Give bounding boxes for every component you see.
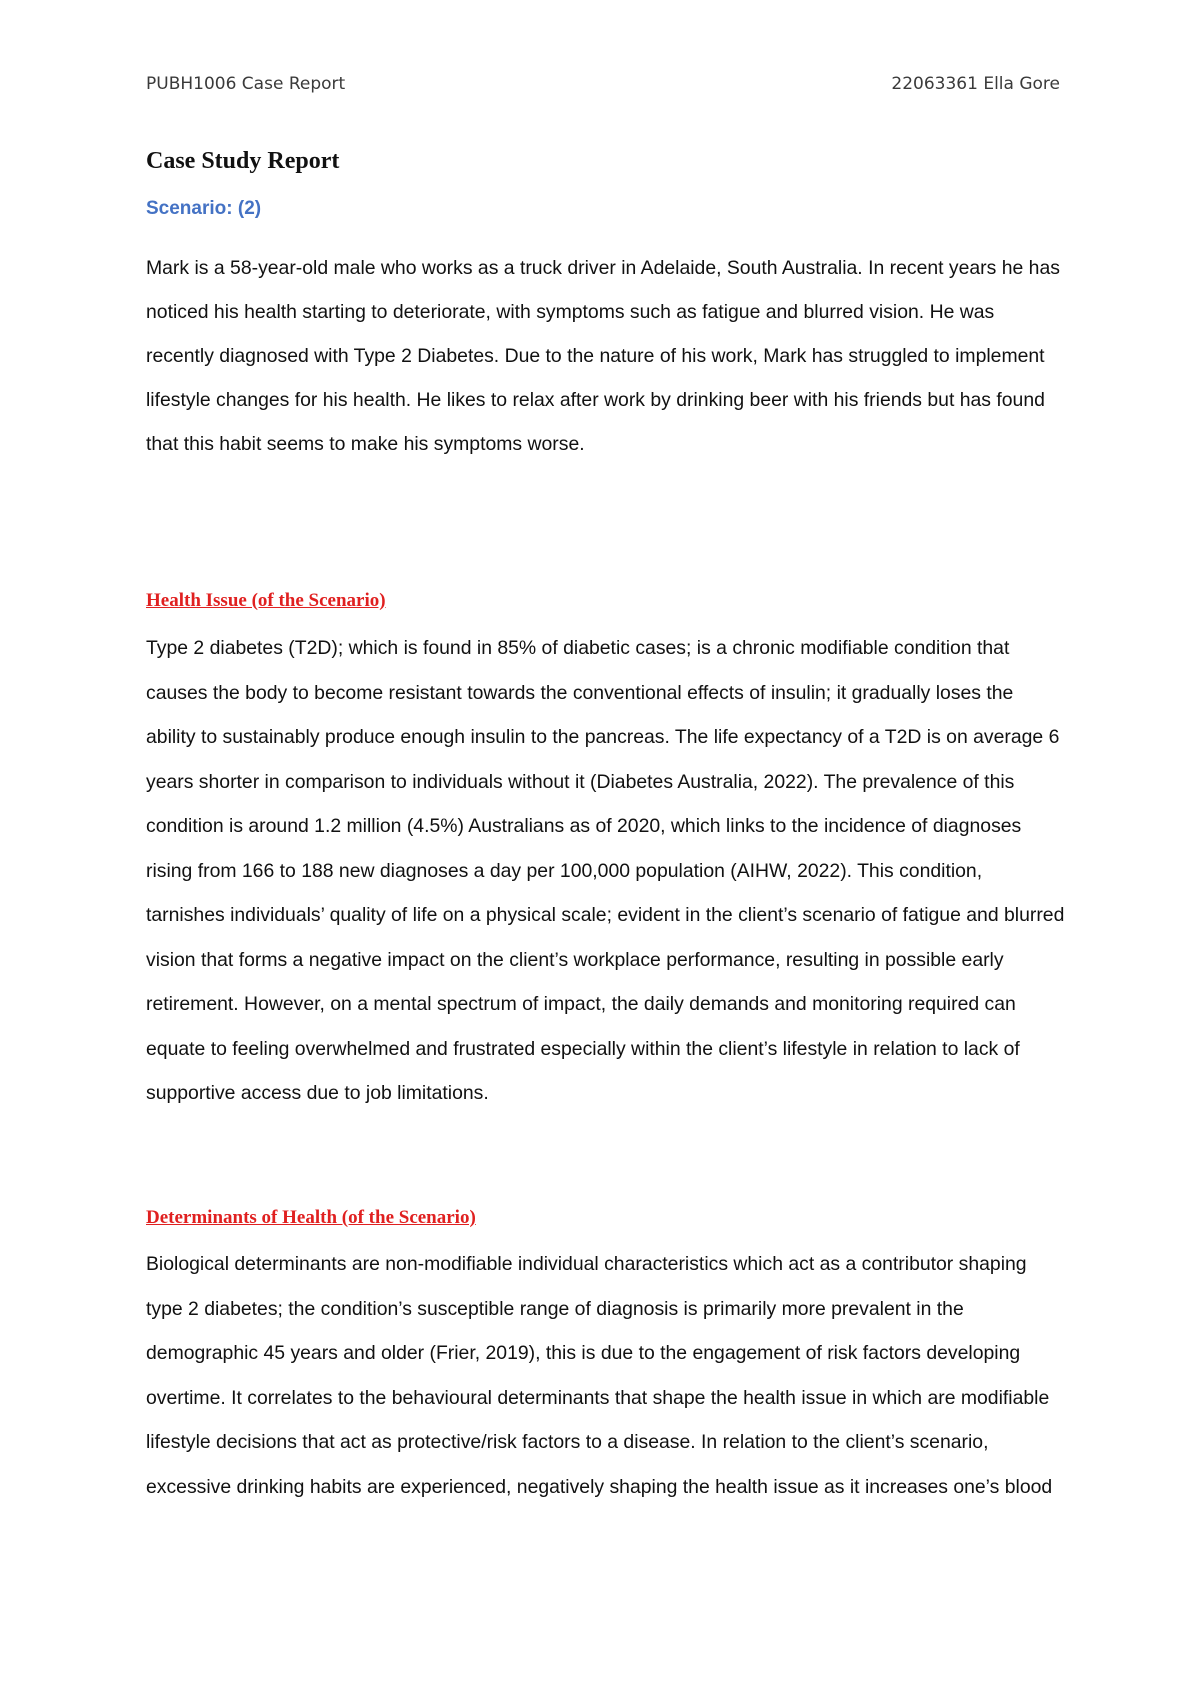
section-heading-health-issue: Health Issue (of the Scenario): [146, 590, 386, 611]
scenario-paragraph: Mark is a 58-year-old male who works as a truck driver in Adelaide, South Australia. In recent years he has noticed his health starting to deteriorate, with symptoms such as fatigue and blurred vision. He was recently diagnosed with Type 2 Diabetes. Due to the nature of his work, Mark has struggled to implement lifestyle changes for his health. He likes to relax after work by drinking beer with his friends but has found that this habit seems to make his symptoms worse.: [146, 257, 1060, 455]
scenario-label: Scenario: (2): [146, 198, 262, 219]
running-header: [146, 74, 1060, 100]
report-title: Case Study Report: [146, 148, 340, 174]
header-student-name: 22063361 Ella Gore: [891, 74, 1060, 94]
section-paragraph-determinants: Biological determinants are non-modifiable individual characteristics which act as a contributor shaping type 2 diabetes; the condition’s susceptible range of diagnosis is primarily more prevalent in the demographic 45 years and older (Frier, 2019), this is due to the engagement of risk factors developing overtime. It correlates to the behavioural determinants that shape the health issue in which are modifiable lifestyle decisions that act as protective/risk factors to a disease. In relation to the client’s scenario, excessive drinking habits are experienced, negatively shaping the health issue as it increases one’s blood: [146, 1253, 1053, 1498]
header-course-code: PUBH1006 Case Report: [146, 74, 346, 94]
section-heading-determinants: Determinants of Health (of the Scenario): [146, 1207, 476, 1228]
section-paragraph-health-issue: Type 2 diabetes (T2D); which is found in 85% of diabetic cases; is a chronic modifiable condition that causes the body to become resistant towards the conventional effects of insulin; it gradually loses the ability to sustainably produce enough insulin to the pancreas. The life expectancy of a T2D is on average 6 years shorter in comparison to individuals without it (Diabetes Australia, 2022). The prevalence of this condition is around 1.2 million (4.5%) Australians as of 2020, which links to the incidence of diagnoses rising from 166 to 188 new diagnoses a day per 100,000 population (AIHW, 2022). This condition, tarnishes individuals’ quality of life on a physical scale; evident in the client’s scenario of fatigue and blurred vision that forms a negative impact on the client’s workplace performance, resulting in possible early retirement. However, on a mental spectrum of impact, the daily demands and monitoring required can equate to feeling overwhelmed and frustrated especially within the client’s lifestyle in relation to lack of supportive access due to job limitations.: [146, 637, 1065, 1104]
